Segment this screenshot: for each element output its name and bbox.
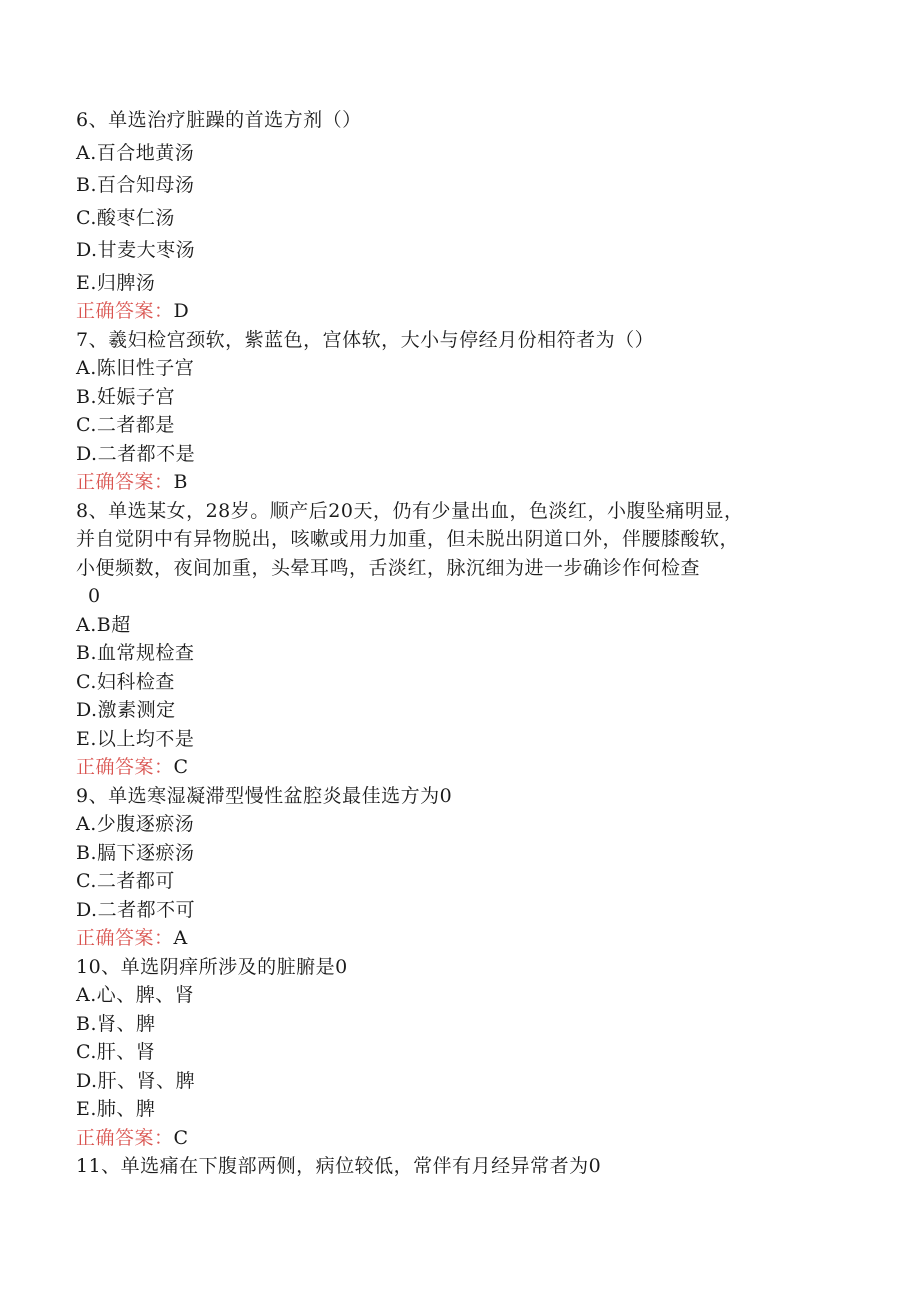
- answer-value: C: [173, 756, 189, 778]
- option-c: C.二者都是: [76, 414, 175, 436]
- question-title: 9、单选寒湿凝滞型慢性盆腔炎最佳选方为0: [76, 784, 453, 807]
- answer-value: C: [173, 1126, 189, 1149]
- option-d: D.二者都不是: [76, 442, 196, 465]
- option-c: C.肝、肾: [76, 1041, 156, 1063]
- question-11: [76, 1152, 856, 1181]
- option-a: A.心、脾、肾: [76, 984, 195, 1006]
- question-title-line-1: 8、单选某女，28岁。顺产后20天，仍有少量出血，色淡红，小腹坠痛明显，: [76, 499, 744, 522]
- option-e: E.肺、脾: [76, 1098, 156, 1120]
- question-title: 6、单选治疗脏躁的首选方剂（）: [76, 109, 362, 131]
- answer-label: 正确答案：: [76, 471, 174, 493]
- correct-answer: [76, 297, 856, 326]
- question-title: 7、羲妇检宫颈软，紫蓝色，宫体软，大小与停经月份相符者为（）: [76, 328, 655, 351]
- correct-answer: [76, 468, 856, 497]
- question-8: [76, 497, 856, 782]
- question-title-line-3: 小便频数，夜间加重，头晕耳鸣，舌淡红，脉沉细为进一步确诊作何检查: [76, 556, 701, 579]
- correct-answer: [76, 1124, 856, 1153]
- option-d: D.激素测定: [76, 699, 176, 721]
- answer-label: 正确答案：: [76, 1126, 174, 1149]
- option-a: A.B超: [76, 613, 131, 636]
- question-9: [76, 782, 856, 953]
- option-d: D.二者都不可: [76, 898, 196, 921]
- option-c: C.酸枣仁汤: [76, 206, 175, 229]
- option-a: A.少腹逐瘀汤: [76, 813, 195, 835]
- option-c: C.妇科检查: [76, 670, 175, 693]
- answer-value: B: [173, 471, 188, 493]
- answer-label: 正确答案：: [76, 756, 174, 778]
- option-e: E.归脾汤: [76, 271, 156, 294]
- question-6: [76, 106, 856, 326]
- option-d: D.甘麦大枣汤: [76, 239, 196, 261]
- option-b: B.血常规检查: [76, 642, 195, 664]
- answer-value: A: [173, 927, 188, 949]
- option-b: B.膈下逐瘀汤: [76, 841, 195, 864]
- question-title-line-4: 0: [88, 585, 101, 607]
- question-7: [76, 326, 856, 497]
- option-b: B.百合知母汤: [76, 174, 195, 196]
- answer-label: 正确答案：: [76, 927, 174, 949]
- option-a: A.百合地黄汤: [76, 141, 195, 164]
- correct-answer: [76, 924, 856, 953]
- option-b: B.妊娠子宫: [76, 385, 176, 408]
- option-e: E.以上均不是: [76, 727, 195, 750]
- answer-label: 正确答案：: [76, 300, 174, 322]
- option-a: A.陈旧性子宫: [76, 357, 195, 379]
- question-title: 11、单选痛在下腹部两侧，病位较低，常伴有月经异常者为0: [76, 1155, 602, 1177]
- question-title-line-2: 并自觉阴中有异物脱出，咳嗽或用力加重，但未脱出阴道口外，伴腰膝酸软，: [76, 528, 740, 550]
- option-d: D.肝、肾、脾: [76, 1069, 196, 1092]
- question-title: 10、单选阴痒所涉及的脏腑是0: [76, 955, 348, 978]
- option-b: B.肾、脾: [76, 1012, 156, 1035]
- answer-value: D: [173, 300, 190, 322]
- question-10: [76, 953, 856, 1153]
- correct-answer: [76, 753, 856, 782]
- option-c: C.二者都可: [76, 870, 175, 892]
- document-page: [76, 106, 856, 1181]
